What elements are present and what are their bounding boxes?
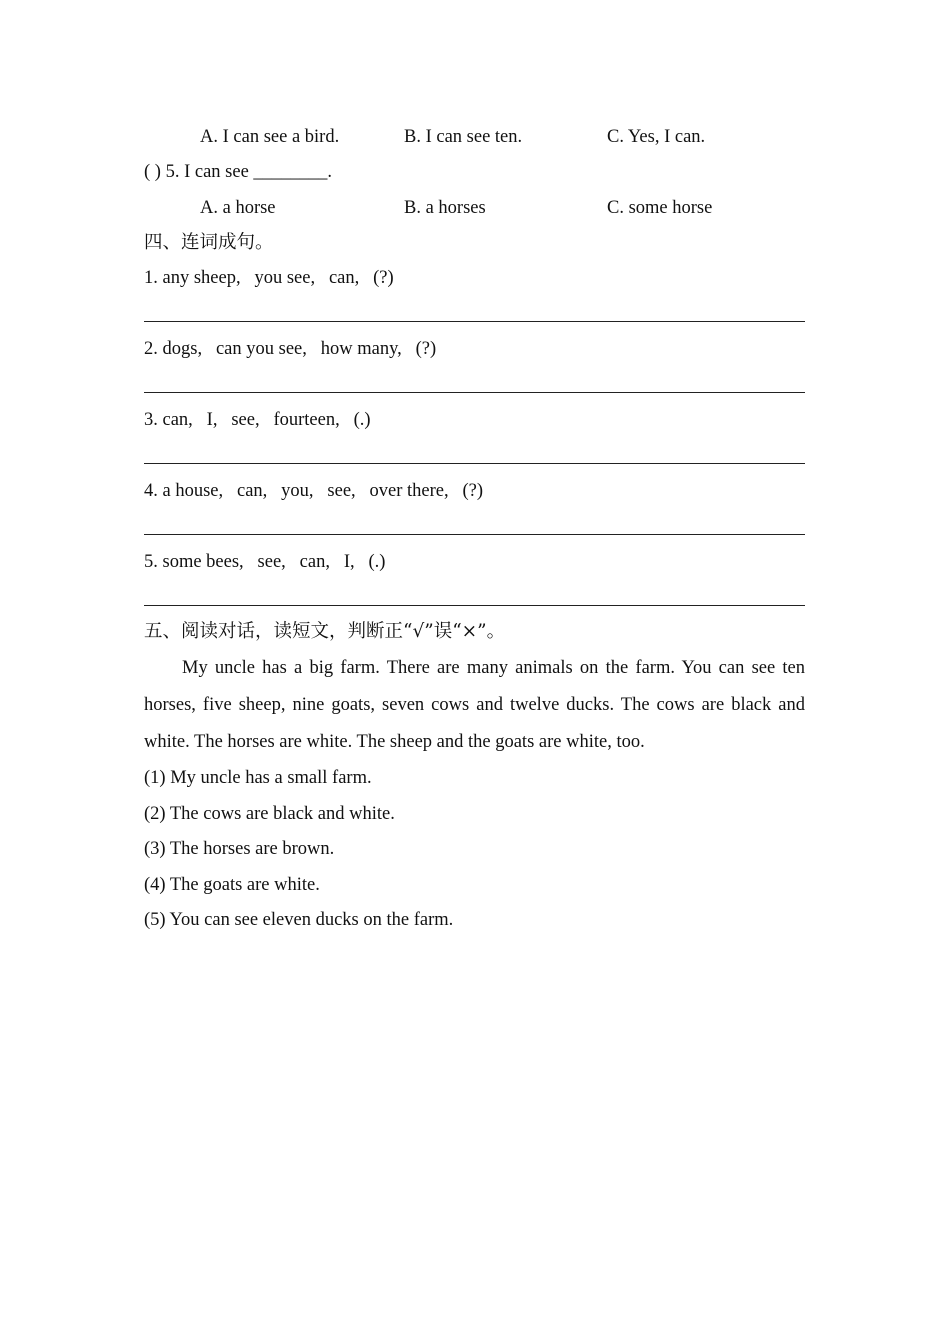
section4-item-1: 1. any sheep, you see, can, (?) [144,268,394,288]
answer-line-4 [144,534,805,535]
answer-line-3 [144,463,805,464]
statement-4: (4) The goats are white. [144,875,320,895]
reading-passage: My uncle has a big farm. There are many animals on the farm. You can see ten horses, five sheep, nine goats, seven cows and twelve ducks. The cows are black and white. The horses are white. The sheep and the goats are white, too. [144,658,805,752]
answer-line-1 [144,321,805,322]
section4-item-2: 2. dogs, can you see, how many, (?) [144,339,437,359]
answer-line-5 [144,605,805,606]
q5-option-c: C. some horse [607,198,713,218]
statement-5: (5) You can see eleven ducks on the farm. [144,910,454,930]
q4-option-c: C. Yes, I can. [607,127,706,147]
q5-option-b: B. a horses [404,198,486,218]
q5-option-a: A. a horse [200,198,276,218]
section4-item-5: 5. some bees, see, can, I, (.) [144,552,386,572]
section4-item-4: 4. a house, can, you, see, over there, (?) [144,481,484,501]
section4-heading: 四、连词成句。 [144,232,274,253]
statement-3: (3) The horses are brown. [144,839,335,859]
section5-heading: 五、阅读对话，读短文，判断正“√”误“×”。 [144,621,506,642]
statement-2: (2) The cows are black and white. [144,804,395,824]
q4-option-a: A. I can see a bird. [200,127,340,147]
answer-line-2 [144,392,805,393]
section4-item-3: 3. can, I, see, fourteen, (.) [144,410,371,430]
q4-option-b: B. I can see ten. [404,127,523,147]
q5-stem: ( ) 5. I can see ________. [144,162,333,182]
statement-1: (1) My uncle has a small farm. [144,768,372,788]
